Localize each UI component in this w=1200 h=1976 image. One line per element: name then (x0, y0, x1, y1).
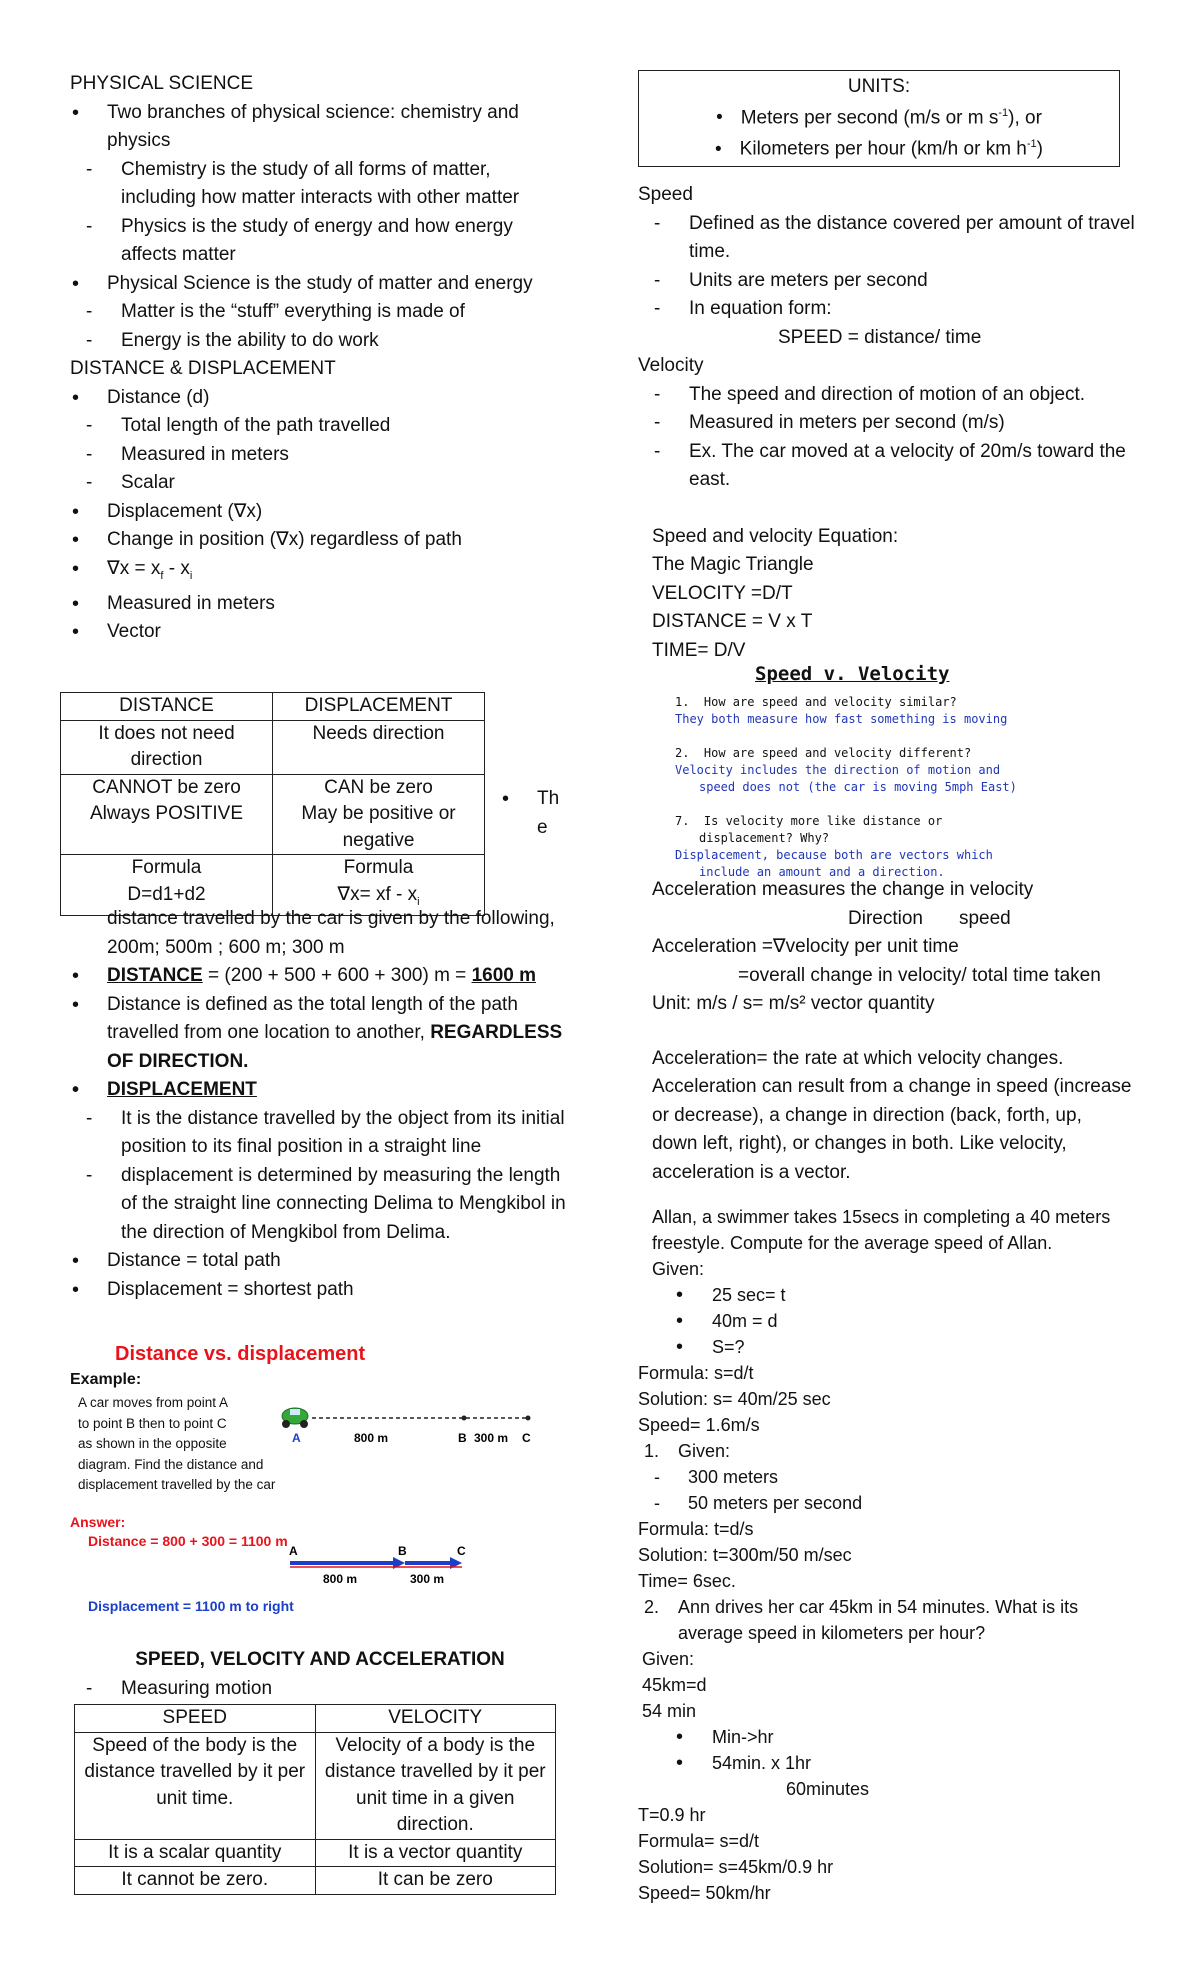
point-a-label: A (289, 1544, 298, 1558)
list-item: • Displacement (∇x) (70, 498, 570, 527)
list-item: - 50 meters per second (638, 1490, 1138, 1516)
image-title: Speed v. Velocity (755, 663, 950, 685)
list-item: • 54min. x 1hr (638, 1750, 1138, 1776)
point-c-label: C (522, 1431, 531, 1445)
table-header: DISTANCE (61, 693, 273, 721)
section-heading: DISTANCE & DISPLACEMENT (70, 358, 336, 379)
table-cell: CANNOT be zero Always POSITIVE (61, 774, 273, 855)
list-item: • Displacement = shortest path (70, 1276, 570, 1305)
list-item: - Measured in meters (70, 441, 570, 470)
figure-title: Distance vs. displacement (115, 1343, 366, 1365)
list-item: - Measuring motion (70, 1675, 570, 1704)
list-item: - Physics is the study of energy and how energy affects matter (70, 213, 570, 270)
list-item: • Measured in meters (70, 590, 570, 619)
formula-item: • $\nabla x = x_f - x_i$ (70, 555, 570, 590)
left-column-continued (70, 905, 570, 1304)
table-row (61, 693, 485, 721)
direction-speed-row: Direction speed (848, 907, 1011, 929)
list-item: - It is the distance travelled by the object from its initial position to its final position in a straight line (70, 1105, 570, 1162)
left-column (70, 70, 570, 647)
list-item: • Change in position (∇x) regardless of path (70, 526, 570, 555)
paragraph: =overall change in velocity/ total time taken (738, 964, 1101, 986)
table-header: DISPLACEMENT (273, 693, 485, 721)
list-item: • 40m = d (638, 1308, 1138, 1334)
example-label: Example: (70, 1371, 142, 1388)
paragraph: Acceleration measures the change in velocity (652, 879, 1034, 900)
table-header: SPEED (75, 1705, 316, 1733)
list-item: - 300 meters (638, 1464, 1138, 1490)
section-heading: Velocity (638, 355, 704, 376)
table-row (75, 1867, 556, 1895)
table-row (75, 1705, 556, 1733)
table-cell: CAN be zero May be positive or negative (273, 774, 485, 855)
table-cell: Velocity of a body is the distance travelled by it per unit time in a given direction. (315, 1732, 556, 1839)
table-cell: It cannot be zero. (75, 1867, 316, 1895)
section-heading: Speed (638, 184, 693, 205)
distance-displacement-table (60, 692, 485, 916)
units-box (638, 70, 1120, 167)
point-b-label: B (458, 1431, 467, 1445)
speed-velocity-image: Speed v. Velocity 1. How are speed and velocity similar? They both measure how fast something is moving 2. How are speed and velocity different? Velocity includes the direction of motion and speed does not (the car is moving 5mph East) 7. Is velocity more like distance or displacement? Why? Displacement, because both are vectors which include an amount and a direction. (675, 660, 1095, 880)
units-line: • Kilometers per hour (km/h or km $h^{-1}$) (715, 138, 1043, 160)
table-row (75, 1732, 556, 1839)
list-item: - In equation form: (638, 295, 1138, 324)
problems-section: Allan, a swimmer takes 15secs in completing a 40 meters freestyle. Compute for the average speed of Allan. Given: • 25 sec= t • 40m = d • S=? Formula: s=d/t Solution: s= 40m/25 sec Speed= 1.6m/s 1. Given: - 300 meters - 50 meters per second Formula: t=d/s Solution: t=300m/50 m/sec Time= 6sec. 2. Ann drives her car 45km in 54 minutes. What is its average speed in kilometers per hour? Given: 45km=d 54 min • Min->hr • 54min. x 1hr 60minutes T=0.9 hr Formula= s=d/t Solution= s=45km/0.9 hr Speed= 50km/hr (638, 1204, 1138, 1906)
list-item: • 25 sec= t (638, 1282, 1138, 1308)
segment-2-label: 300 m (474, 1431, 509, 1445)
units-line: • Meters per second (m/s or m $s^{-1}$), or (716, 107, 1042, 129)
list-item: - Ex. The car moved at a velocity of 20m/s toward the east. (638, 438, 1138, 495)
table-cell: It does not need direction (61, 720, 273, 774)
speed-velocity-section (70, 1646, 570, 1703)
acceleration-section (652, 876, 1132, 1187)
segment-1-label: 800 m (354, 1431, 389, 1445)
point-b-label: B (398, 1544, 407, 1558)
table-row (61, 774, 485, 855)
list-item: • Two branches of physical science: chemistry and physics (70, 99, 570, 156)
list-item: - displacement is determined by measuring the length of the straight line connecting Delima to Mengkibol in the direction of Mengkibol from Delima. (70, 1162, 570, 1248)
car-diagram (270, 1402, 540, 1452)
table-cell: Formula D=d1+d2 (61, 855, 273, 916)
table-header: VELOCITY (315, 1705, 556, 1733)
numbered-item: 2. Ann drives her car 45km in 54 minutes. What is its average speed in kilometers per hour? (644, 1597, 1079, 1643)
displacement-arrow-diagram (285, 1543, 535, 1588)
paragraph: distance travelled by the car is given by the following, 200m; 500m ; 600 m; 300 m (107, 908, 555, 958)
segment-2-label: 300 m (410, 1572, 445, 1586)
page-title: PHYSICAL SCIENCE (70, 73, 254, 94)
table-cell: It is a scalar quantity (75, 1839, 316, 1867)
numbered-item: 1. Given: (644, 1441, 731, 1461)
point-a-label: A (292, 1431, 301, 1445)
list-item: - Defined as the distance covered per amount of travel time. (638, 210, 1138, 267)
section-heading: SPEED, VELOCITY AND ACCELERATION (135, 1649, 505, 1670)
segment-1-label: 800 m (323, 1572, 358, 1586)
table-cell: It is a vector quantity (315, 1839, 556, 1867)
list-item: - Energy is the ability to do work (70, 327, 570, 356)
paragraph: Acceleration= the rate at which velocity changes. Acceleration can result from a change in speed (increase or decrease), a change in direction (back, forth, up, down left, right), or changes in both. Like velocity, acceleration is a vector. (652, 1047, 1132, 1183)
units-title: UNITS: (847, 76, 911, 97)
paragraph: Unit: m/s / s= m/s² vector quantity (652, 993, 935, 1014)
table-cell: It can be zero (315, 1867, 556, 1895)
point-c-label: C (457, 1544, 466, 1558)
list-item: - Measured in meters per second (m/s) (638, 409, 1138, 438)
car-icon (282, 1408, 308, 1428)
list-item: - Chemistry is the study of all forms of matter, including how matter interacts with other matter (70, 156, 570, 213)
equation-block: Speed and velocity Equation: The Magic Triangle VELOCITY =D/T DISTANCE = V x T TIME= D/V (652, 525, 899, 661)
distance-answer: Distance = 800 + 300 = 1100 m (88, 1533, 288, 1549)
table-cell: Needs direction (273, 720, 485, 774)
paragraph: Acceleration =∇velocity per unit time (652, 936, 959, 957)
list-item: • S=? (638, 1334, 1138, 1360)
speed-velocity-table (74, 1704, 556, 1895)
list-item: • Distance = total path (70, 1247, 570, 1276)
list-item: • Distance (d) (70, 384, 570, 413)
list-item: • Physical Science is the study of matter and energy (70, 270, 570, 299)
list-item: • DISTANCE = (200 + 500 + 600 + 300) m = 1600 m (70, 962, 570, 991)
list-item: - Total length of the path travelled (70, 412, 570, 441)
displacement-answer: Displacement = 1100 m to right (88, 1598, 294, 1614)
equation: SPEED = distance/ time (778, 326, 982, 348)
answer-label: Answer: (70, 1514, 126, 1530)
list-item: • Vector (70, 618, 570, 647)
distance-displacement-figure (70, 1340, 570, 1620)
table-row (75, 1839, 556, 1867)
table-row (61, 720, 485, 774)
list-item: - The speed and direction of motion of an object. (638, 381, 1138, 410)
list-item: • Min->hr (638, 1724, 1138, 1750)
list-item: • Distance is defined as the total length of the path travelled from one location to another, REGARDLESS OF DIRECTION. (70, 991, 570, 1077)
list-item: - Matter is the “stuff” everything is made of (70, 298, 570, 327)
table-cell: Formula ∇x= xf - $x_i$ (273, 855, 485, 916)
list-item: - Scalar (70, 469, 570, 498)
problem-text: A car moves from point A to point B then to point C as shown in the opposite diagram. Find the distance and displacement travelled by the car (78, 1395, 276, 1492)
list-item: • DISPLACEMENT (70, 1076, 570, 1105)
list-item: - Units are meters per second (638, 267, 1138, 296)
table-cell: Speed of the body is the distance travelled by it per unit time. (75, 1732, 316, 1839)
right-column (638, 181, 1138, 665)
side-bullet: • Th e (500, 785, 570, 842)
problem-text: Allan, a swimmer takes 15secs in completing a 40 meters freestyle. Compute for the average speed of Allan. (652, 1207, 1111, 1253)
